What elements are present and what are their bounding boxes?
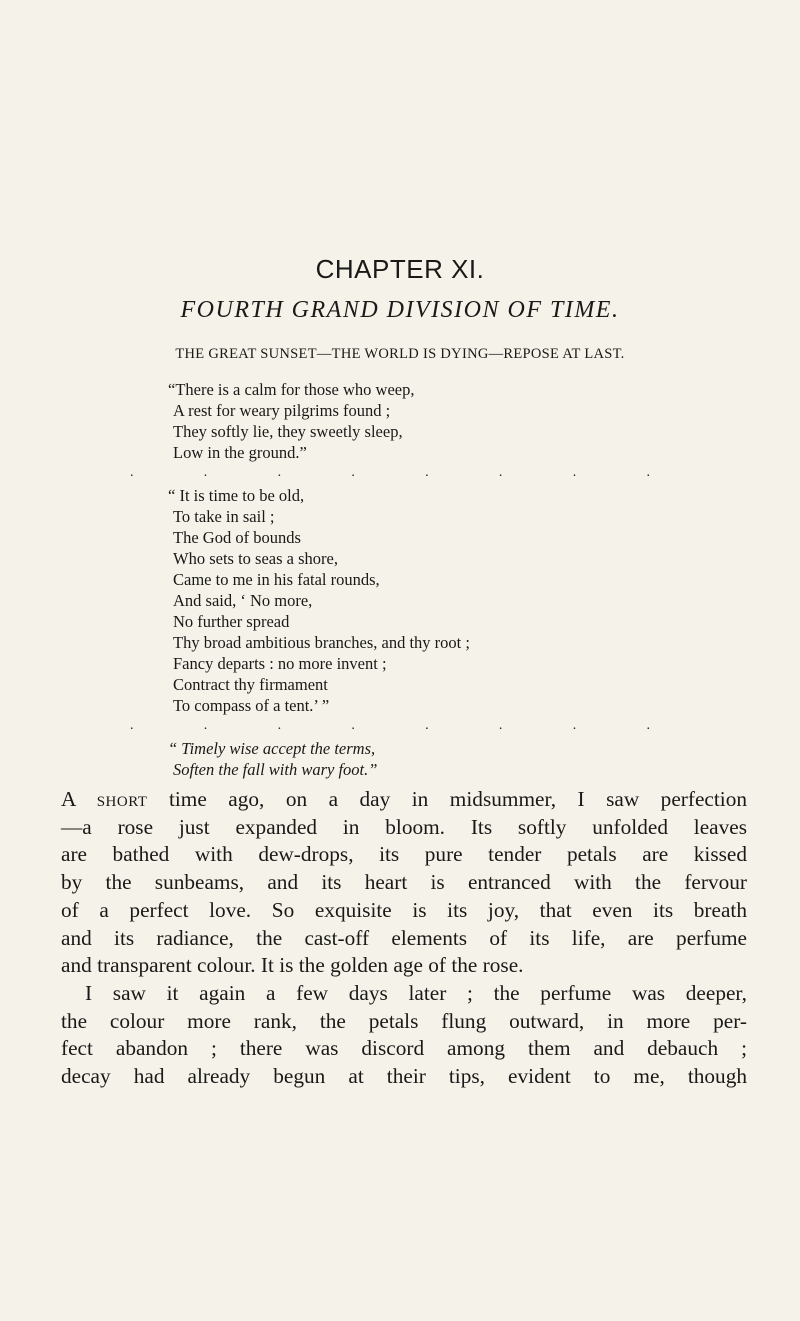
- poem-line: To take in sail ;: [173, 507, 275, 526]
- poem-line: Fancy departs : no more invent ;: [173, 654, 387, 673]
- prose-line: —a rose just expanded in bloom. Its softly unfolded leaves: [61, 814, 747, 839]
- opening-letter: A: [61, 787, 97, 811]
- poem-line: Soften the fall with wary foot.”: [173, 760, 378, 779]
- poem-line: Contract thy firmament: [173, 675, 328, 694]
- prose-line: and its radiance, the cast-off elements of its life, are perfume: [61, 925, 747, 950]
- poem-line: “There is a calm for those who weep,: [168, 380, 415, 399]
- prose-line: [61, 786, 747, 814]
- prose-line: are bathed with dew-drops, its pure tender petals are kissed: [61, 842, 747, 867]
- prose-line: and transparent colour. It is the golden age of the rose.: [61, 953, 524, 978]
- prose-paragraph: [61, 980, 747, 1091]
- poem-line: Low in the ground.”: [173, 443, 307, 462]
- prose-paragraph: [61, 786, 747, 980]
- poem-line: A rest for weary pilgrims found ;: [173, 401, 391, 420]
- opening-smallcaps: short: [96, 787, 148, 811]
- prose-line: I saw it again a few days later ; the perfume was deeper,: [85, 981, 747, 1005]
- poem-line: No further spread: [173, 612, 290, 631]
- prose-line-text: time ago, on a day in midsummer, I saw perfection: [147, 787, 747, 811]
- poem-line: Thy broad ambitious branches, and thy root ;: [173, 633, 470, 652]
- chapter-title: CHAPTER XI.: [315, 254, 485, 284]
- poem-line: The God of bounds: [173, 528, 301, 547]
- poem-line: Came to me in his fatal rounds,: [173, 570, 380, 589]
- prose-line: of a perfect love. So exquisite is its joy, that even its breath: [61, 897, 747, 922]
- chapter-synopsis: THE GREAT SUNSET—THE WORLD IS DYING—REPOSE AT LAST.: [175, 346, 625, 362]
- poem-line: “ Timely wise accept the terms,: [168, 739, 376, 758]
- poem-line: Who sets to seas a shore,: [173, 549, 338, 568]
- poem-line: And said, ‘ No more,: [173, 591, 313, 610]
- prose-line: decay had already begun at their tips, evident to me, though: [61, 1064, 747, 1089]
- prose-line: the colour more rank, the petals flung outward, in more per-: [61, 1008, 747, 1033]
- ellipsis-separator: . . . . . . . .: [130, 718, 650, 733]
- poem-line: They softly lie, they sweetly sleep,: [173, 422, 403, 441]
- ellipsis-separator: . . . . . . . .: [130, 465, 650, 480]
- prose-line: fect abandon ; there was discord among them and debauch ;: [61, 1036, 747, 1061]
- division-title: FOURTH GRAND DIVISION OF TIME.: [180, 297, 620, 323]
- poem-line: “ It is time to be old,: [168, 486, 305, 505]
- prose-line: by the sunbeams, and its heart is entranced with the fervour: [61, 870, 747, 895]
- poem-line: To compass of a tent.’ ”: [173, 696, 330, 715]
